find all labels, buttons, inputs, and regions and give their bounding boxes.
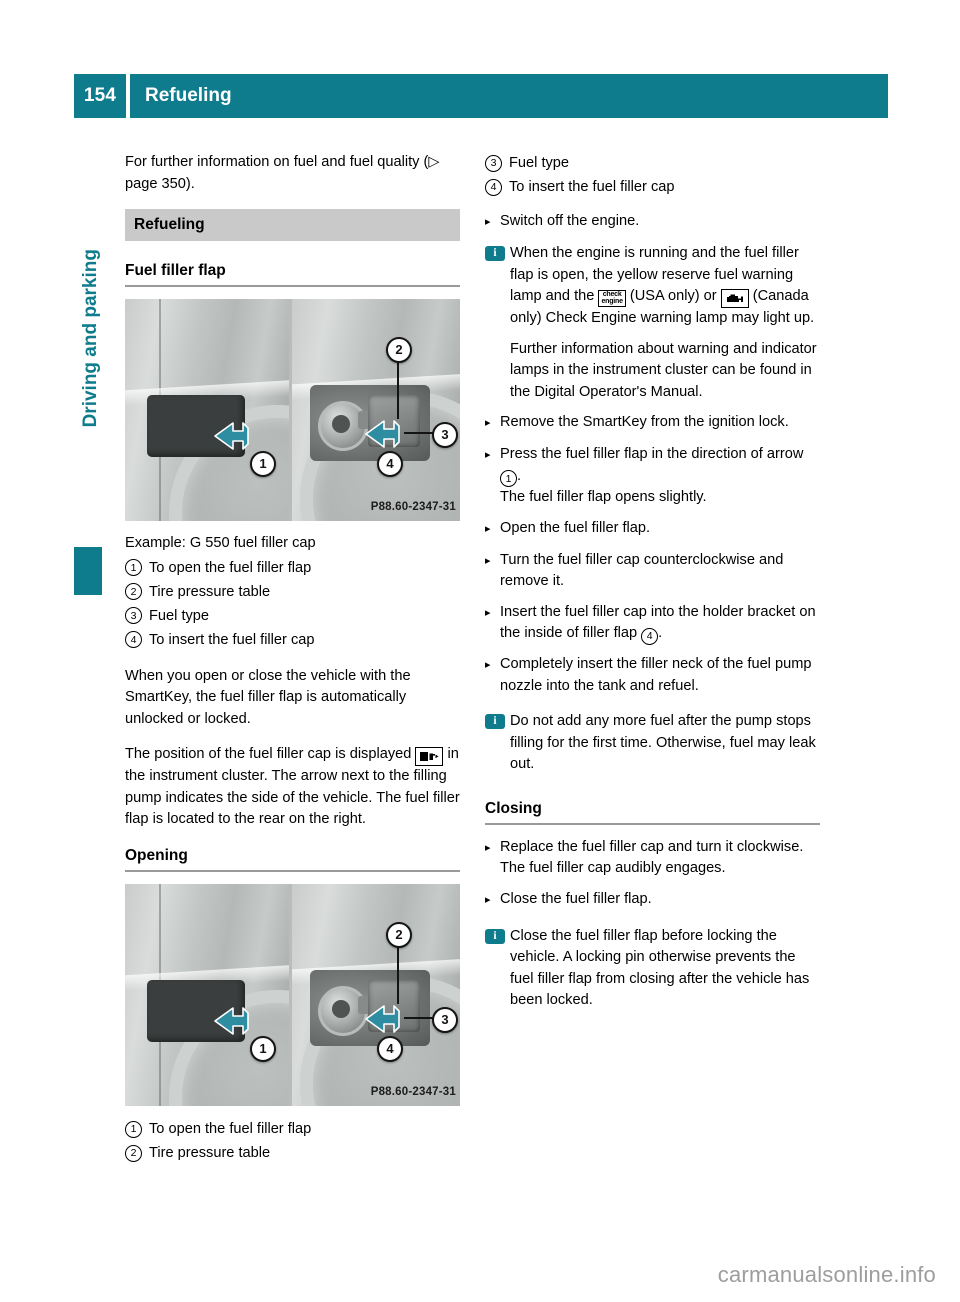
- step-item: [485, 444, 820, 487]
- legend-label: Tire pressure table: [149, 583, 271, 600]
- figure-panel-left: [125, 884, 289, 1106]
- legend-number: 2: [125, 581, 149, 604]
- check-engine-text-icon: check engine: [598, 290, 625, 307]
- info-note-body: [510, 243, 820, 403]
- figure-callout-2: 2: [386, 922, 412, 948]
- page-header: [74, 74, 888, 118]
- right-column: [485, 152, 820, 1021]
- site-watermark: carmanualsonline.info: [717, 1262, 936, 1287]
- paragraph-fuel-position: [125, 744, 460, 831]
- legend-item: [125, 581, 460, 604]
- step-bullet-icon: ▸: [485, 659, 491, 671]
- step-bullet-icon: ▸: [485, 841, 491, 854]
- page-number: 154: [74, 74, 126, 118]
- figure-callout-2: 2: [386, 337, 412, 363]
- info-icon: i: [485, 929, 505, 944]
- legend-label: To insert the fuel filler cap: [149, 631, 315, 648]
- legend-item: [125, 557, 460, 580]
- figure-panel-left: [125, 299, 289, 521]
- figure-legend-2: [125, 1118, 460, 1165]
- legend-label: To insert the fuel filler cap: [509, 179, 675, 195]
- step-item: [485, 602, 820, 645]
- fuel-pump-indicator-icon: [415, 747, 443, 766]
- paragraph-smartkey: When you open or close the vehicle with the SmartKey, the fuel filler flap is automatically unlocked or locked.: [125, 667, 411, 727]
- figure-fuel-filler-flap: [125, 299, 460, 521]
- chapter-side-tab: [74, 249, 102, 595]
- chapter-tab-marker: [74, 547, 102, 595]
- step-bullet-icon: ▸: [485, 606, 491, 619]
- step-item: [485, 518, 820, 541]
- step-text: Turn the fuel filler cap counterclockwise and remove it.: [500, 551, 784, 590]
- info-note-part3: (Canada only) Check Engine warning lamp may light up.: [510, 288, 815, 326]
- legend-number: 1: [125, 557, 149, 580]
- figure-panel-right: [292, 299, 460, 521]
- press-arrow-icon: [213, 419, 249, 453]
- step-item: [485, 889, 820, 912]
- paragraph-fuel-position-part1: The position of the fuel filler cap is displayed: [125, 746, 412, 762]
- step-item: [485, 837, 820, 880]
- step-text: Open the fuel filler flap.: [500, 519, 651, 536]
- step-text: Completely insert the filler neck of the fuel pump nozzle into the tank and refuel.: [500, 656, 812, 694]
- step-result-text: The fuel filler flap opens slightly.: [500, 489, 707, 506]
- figure-caption: Example: G 550 fuel filler cap: [125, 535, 316, 551]
- figure-callout-1: 1: [250, 1036, 276, 1062]
- step-bullet-icon: ▸: [485, 522, 491, 535]
- step-text-part2: .: [517, 467, 522, 484]
- subheading-rule: [125, 285, 460, 287]
- figure-legend-1: [125, 557, 460, 652]
- closing-steps: [485, 837, 820, 1012]
- figure-callout-3: 3: [432, 422, 458, 448]
- page-title: Refueling: [130, 74, 888, 118]
- legend-number: 3: [485, 152, 509, 175]
- legend-item: [125, 1118, 460, 1141]
- step-bullet-icon: ▸: [485, 417, 491, 429]
- info-note-paragraph: Do not add any more fuel after the pump stops filling for the first time. Otherwise, fuel may leak out.: [510, 713, 816, 772]
- paragraph-fuel-position-part2: in the instrument cluster. The arrow next to the filling pump indicates the side of the vehicle. The fuel filler flap is located to the rear on the right.: [125, 746, 460, 827]
- step-item: [485, 654, 820, 697]
- subheading-closing: Closing: [485, 799, 542, 817]
- intro-paragraph: For further information on fuel and fuel quality (▷ page 350).: [125, 154, 440, 192]
- procedure-steps: [485, 211, 820, 776]
- figure-panel-right: [292, 884, 460, 1106]
- subheading-opening: Opening: [125, 846, 188, 864]
- step-bullet-icon: ▸: [485, 554, 491, 567]
- chapter-side-tab-label: Driving and parking: [80, 249, 101, 428]
- info-icon: i: [485, 714, 505, 729]
- info-note-part1: When the engine is running and the fuel filler flap is open, the yellow reserve fuel warning lamp and the: [510, 245, 799, 304]
- press-arrow-icon: [364, 417, 400, 451]
- subheading-rule: [485, 823, 820, 825]
- figure-callout-1: 1: [250, 451, 276, 477]
- figure-reference-code: P88.60-2347-31: [370, 1085, 456, 1098]
- step-text-part1: Press the fuel filler flap in the direction of arrow: [500, 446, 804, 462]
- legend-item: [125, 605, 460, 628]
- figure-reference-code: P88.60-2347-31: [370, 500, 456, 513]
- legend-item: [485, 176, 820, 199]
- step-text: Close the fuel filler flap.: [500, 890, 652, 907]
- figure-callout-4: 4: [377, 451, 403, 477]
- info-icon: i: [485, 246, 505, 261]
- section-band-refueling: Refueling: [125, 209, 460, 241]
- step-item: [485, 412, 820, 435]
- step-bullet-icon: ▸: [485, 449, 491, 461]
- info-note-body: [510, 926, 820, 1012]
- step-text-part1: Insert the fuel filler cap into the holder bracket on the inside of filler flap: [500, 603, 816, 642]
- press-arrow-icon: [213, 1004, 249, 1038]
- inline-callout-reference: 1: [500, 470, 517, 487]
- info-note-engine-running: [485, 243, 820, 403]
- step-item: [485, 211, 820, 234]
- info-note-body: [510, 711, 820, 776]
- legend-label: Fuel type: [149, 607, 210, 624]
- legend-number: 3: [125, 605, 149, 628]
- subheading-rule: [125, 870, 460, 872]
- info-note-paragraph: Close the fuel filler flap before locking the vehicle. A locking pin otherwise prevents the fuel filler flap from closing after the vehicle has been locked.: [510, 927, 810, 1008]
- step-text: Switch off the engine.: [500, 213, 640, 229]
- figure-legend-continued: [485, 152, 820, 199]
- legend-label: Tire pressure table: [149, 1145, 271, 1161]
- legend-label: To open the fuel filler flap: [149, 559, 312, 576]
- callout-leader-2: [397, 942, 399, 1004]
- info-note-part2: (USA only) or: [629, 288, 717, 304]
- step-text: Remove the SmartKey from the ignition lock.: [500, 414, 789, 430]
- callout-leader-2: [397, 357, 399, 419]
- step-text-part2: .: [658, 625, 663, 642]
- figure-opening: [125, 884, 460, 1106]
- figure-callout-4: 4: [377, 1036, 403, 1062]
- step-bullet-icon: ▸: [485, 893, 491, 906]
- legend-number: 4: [125, 629, 149, 652]
- legend-item: [485, 152, 820, 175]
- figure-callout-3: 3: [432, 1007, 458, 1033]
- info-note-paragraph: [510, 243, 820, 330]
- legend-number: 2: [125, 1142, 149, 1165]
- step-text: [500, 444, 820, 487]
- info-note-do-not-add: [485, 711, 820, 776]
- legend-number: 1: [125, 1118, 149, 1141]
- step-text: Replace the fuel filler cap and turn it clockwise. The fuel filler cap audibly engages.: [500, 838, 804, 876]
- step-text: [500, 602, 820, 645]
- inline-callout-reference: 4: [641, 628, 658, 645]
- legend-label: Fuel type: [509, 155, 570, 171]
- legend-item: [125, 1142, 460, 1165]
- step-item: [485, 550, 820, 593]
- info-note-close-before-locking: [485, 926, 820, 1012]
- legend-item: [125, 629, 460, 652]
- left-column: [125, 152, 460, 1179]
- legend-number: 4: [485, 176, 509, 199]
- info-note-paragraph-2: Further information about warning and indicator lamps in the instrument cluster can be found in the Digital Operator's Manual.: [510, 340, 817, 400]
- press-arrow-icon: [364, 1002, 400, 1036]
- check-engine-symbol-icon: [721, 289, 749, 308]
- step-bullet-icon: ▸: [485, 216, 491, 228]
- subheading-fuel-filler-flap: Fuel filler flap: [125, 261, 226, 279]
- legend-label: To open the fuel filler flap: [149, 1121, 312, 1137]
